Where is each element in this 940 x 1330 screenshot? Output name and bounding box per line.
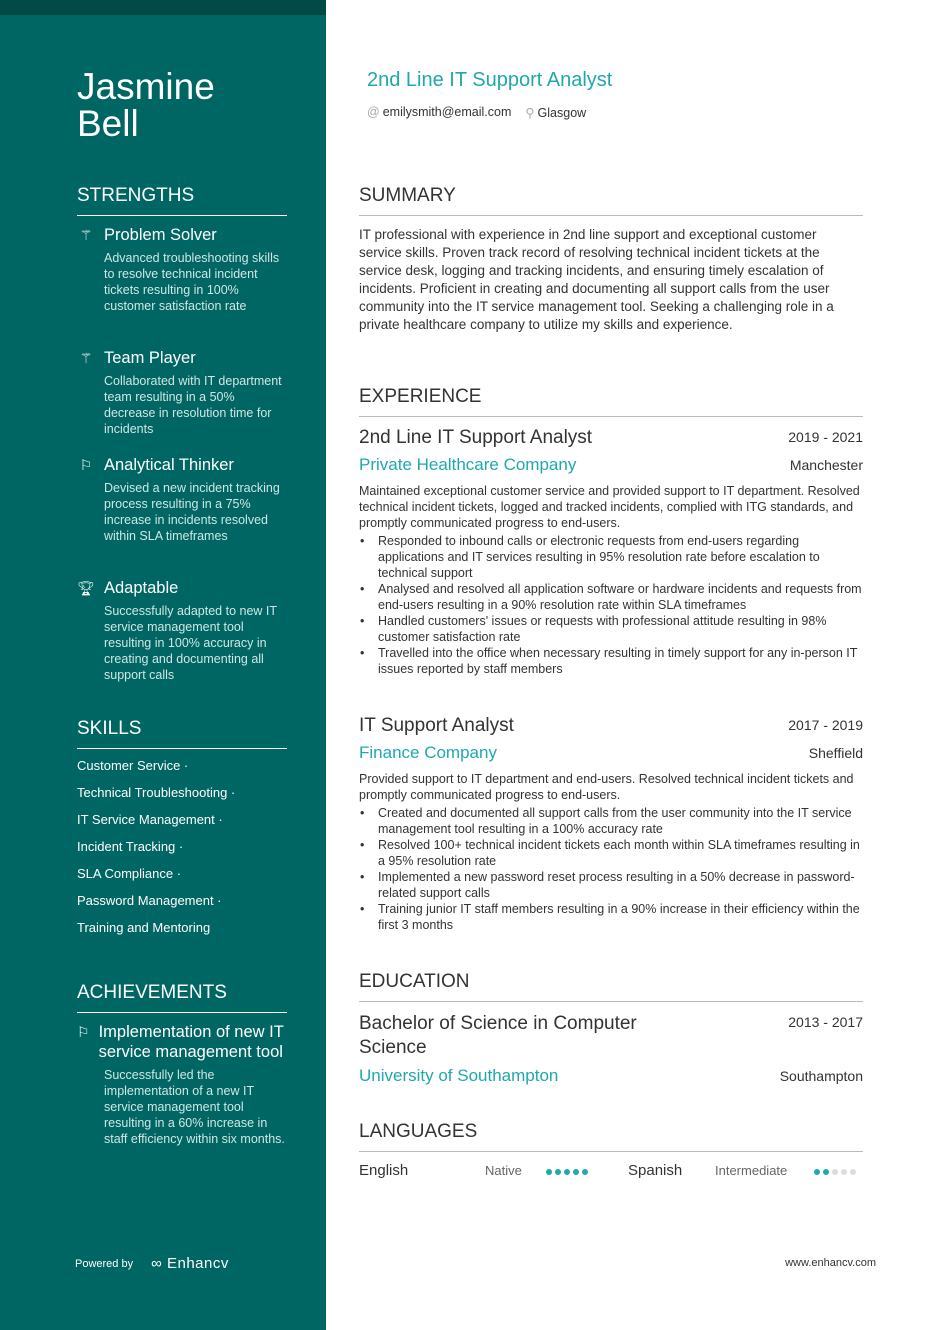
contact-info: @ emilysmith@email.com ⚲ Glasgow (367, 105, 587, 120)
trophy-icon: 🏆︎ (77, 580, 95, 596)
proficiency-dots (814, 1162, 859, 1179)
achievements-heading: ACHIEVEMENTS (77, 982, 287, 1013)
footer-url[interactable]: www.enhancv.com (785, 1257, 876, 1269)
languages-list: English Native Spanish Intermediate (359, 1162, 863, 1179)
strength-item: ⚐ Analytical Thinker Devised a new incident tracking process resulting in a 75% increase in incidents resolved within SLA timeframes (77, 456, 287, 544)
strength-item: 🏆︎ Adaptable Successfully adapted to new IT service management tool resulting in 100% accuracy in creating and documenting all support calls (77, 579, 277, 682)
strength-item: ⚚ Team Player Collaborated with IT department team resulting in a 50% decrease in resolution time for incidents (77, 349, 287, 437)
skill: SLA Compliance · (77, 866, 182, 881)
wand-icon: ⚚ (79, 227, 93, 243)
wand-icon: ⚚ (79, 350, 93, 366)
job-entry: 2nd Line IT Support Analyst 2019 - 2021 Private Healthcare Company Manchester Maintained exceptional customer service and provided support to IT department. Resolved technical incident tickets, logged and tracked incidents, complied with ITG standards, and promptly communicated progress to end-users. • Responded to inbound calls or electronic requests from end-users regarding applications and IT services resulting in 95% resolution rate before escalation to technical support • Analysed and resolved all application software or hardware incidents and requests from end-users resulting in a 90% resolution rate within SLA timeframes • Handled customers' issues or requests with professional attitude resulting in 98% customer satisfaction rate • Travelled into the office when necessary resulting in timely support for any in-person IT issues reported by staff members (359, 427, 863, 677)
summary-heading: SUMMARY (359, 185, 863, 216)
skill: Incident Tracking · (77, 839, 184, 854)
location-pin-icon: ⚲ (525, 106, 535, 120)
powered-by: Powered by ∞ Enhancv (75, 1255, 229, 1272)
skill: Customer Service · (77, 758, 189, 773)
strength-item: ⚚ Problem Solver Advanced troubleshooting skills to resolve technical incident tickets resulting in 100% customer satisfaction rate (77, 226, 287, 314)
languages-heading: LANGUAGES (359, 1121, 863, 1152)
strengths-heading: STRENGTHS (77, 185, 287, 216)
job-bullets: • Created and documented all support calls from the user community into the IT service management tool resulting in a 100% accuracy rate • Resolved 100+ technical incident tickets each month within SLA timeframes resulting in a 95% resolution rate • Implemented a new password reset process resulting in a 50% decrease in password-related support calls • Training junior IT staff members resulting in a 90% increase in their efficiency within the first 3 months (359, 805, 863, 933)
achievement-item: ⚐ Implementation of new IT service management tool Successfully led the implementation of a new IT service management tool resulting in a 60% increase in staff efficiency within six months. (77, 1023, 285, 1146)
job-entry: IT Support Analyst 2017 - 2019 Finance Company Sheffield Provided support to IT department and end-users. Resolved technical incident tickets and promptly communicated progress to end-users. • Created and documented all support calls from the user community into the IT service management tool resulting in a 100% accuracy rate • Resolved 100+ technical incident tickets each month within SLA timeframes resulting in a 95% resolution rate • Implemented a new password reset process resulting in a 50% decrease in password-related support calls • Training junior IT staff members resulting in a 90% increase in their efficiency within the first 3 months (359, 715, 863, 933)
sidebar (0, 0, 326, 1330)
education-heading: EDUCATION (359, 971, 863, 1002)
skills-heading: SKILLS (77, 718, 287, 749)
enhancv-logo: ∞ Enhancv (151, 1255, 229, 1272)
experience-heading: EXPERIENCE (359, 386, 863, 417)
job-title: 2nd Line IT Support Analyst (367, 69, 613, 91)
skill: Password Management · (77, 893, 222, 908)
skill: Training and Mentoring (77, 920, 211, 935)
at-icon: @ (367, 105, 380, 119)
candidate-name: Jasmine Bell (77, 66, 215, 144)
proficiency-dots (546, 1162, 628, 1179)
job-bullets: • Responded to inbound calls or electronic requests from end-users regarding applications and IT services resulting in 95% resolution rate before escalation to technical support • Analysed and resolved all application software or hardware incidents and requests from end-users resulting in a 90% resolution rate within SLA timeframes • Handled customers' issues or requests with professional attitude resulting in 98% customer satisfaction rate • Travelled into the office when necessary resulting in timely support for any in-person IT issues reported by staff members (359, 533, 863, 677)
skills-list (77, 758, 235, 947)
top-band (0, 0, 326, 15)
email-link[interactable]: emilysmith@email.com (382, 105, 512, 119)
summary-text: IT professional with experience in 2nd line support and exceptional customer service skills. Proven track record of resolving technical incident tickets at the service desk, logging and tracking incidents, and ensuring timely escalation of incidents. Proficient in creating and documenting all support calls from the user community into the IT service management tool. Seeking a challenging role in a private healthcare company to utilize my skills and experience. (359, 227, 834, 332)
education-entry: Bachelor of Science in Computer Science 2013 - 2017 University of Southampton Southampton (359, 1013, 863, 1085)
skill: Technical Troubleshooting · (77, 785, 236, 800)
flag-icon: ⚐ (79, 457, 93, 473)
flag-icon: ⚐ (77, 1024, 90, 1040)
skill: IT Service Management · (77, 812, 223, 827)
